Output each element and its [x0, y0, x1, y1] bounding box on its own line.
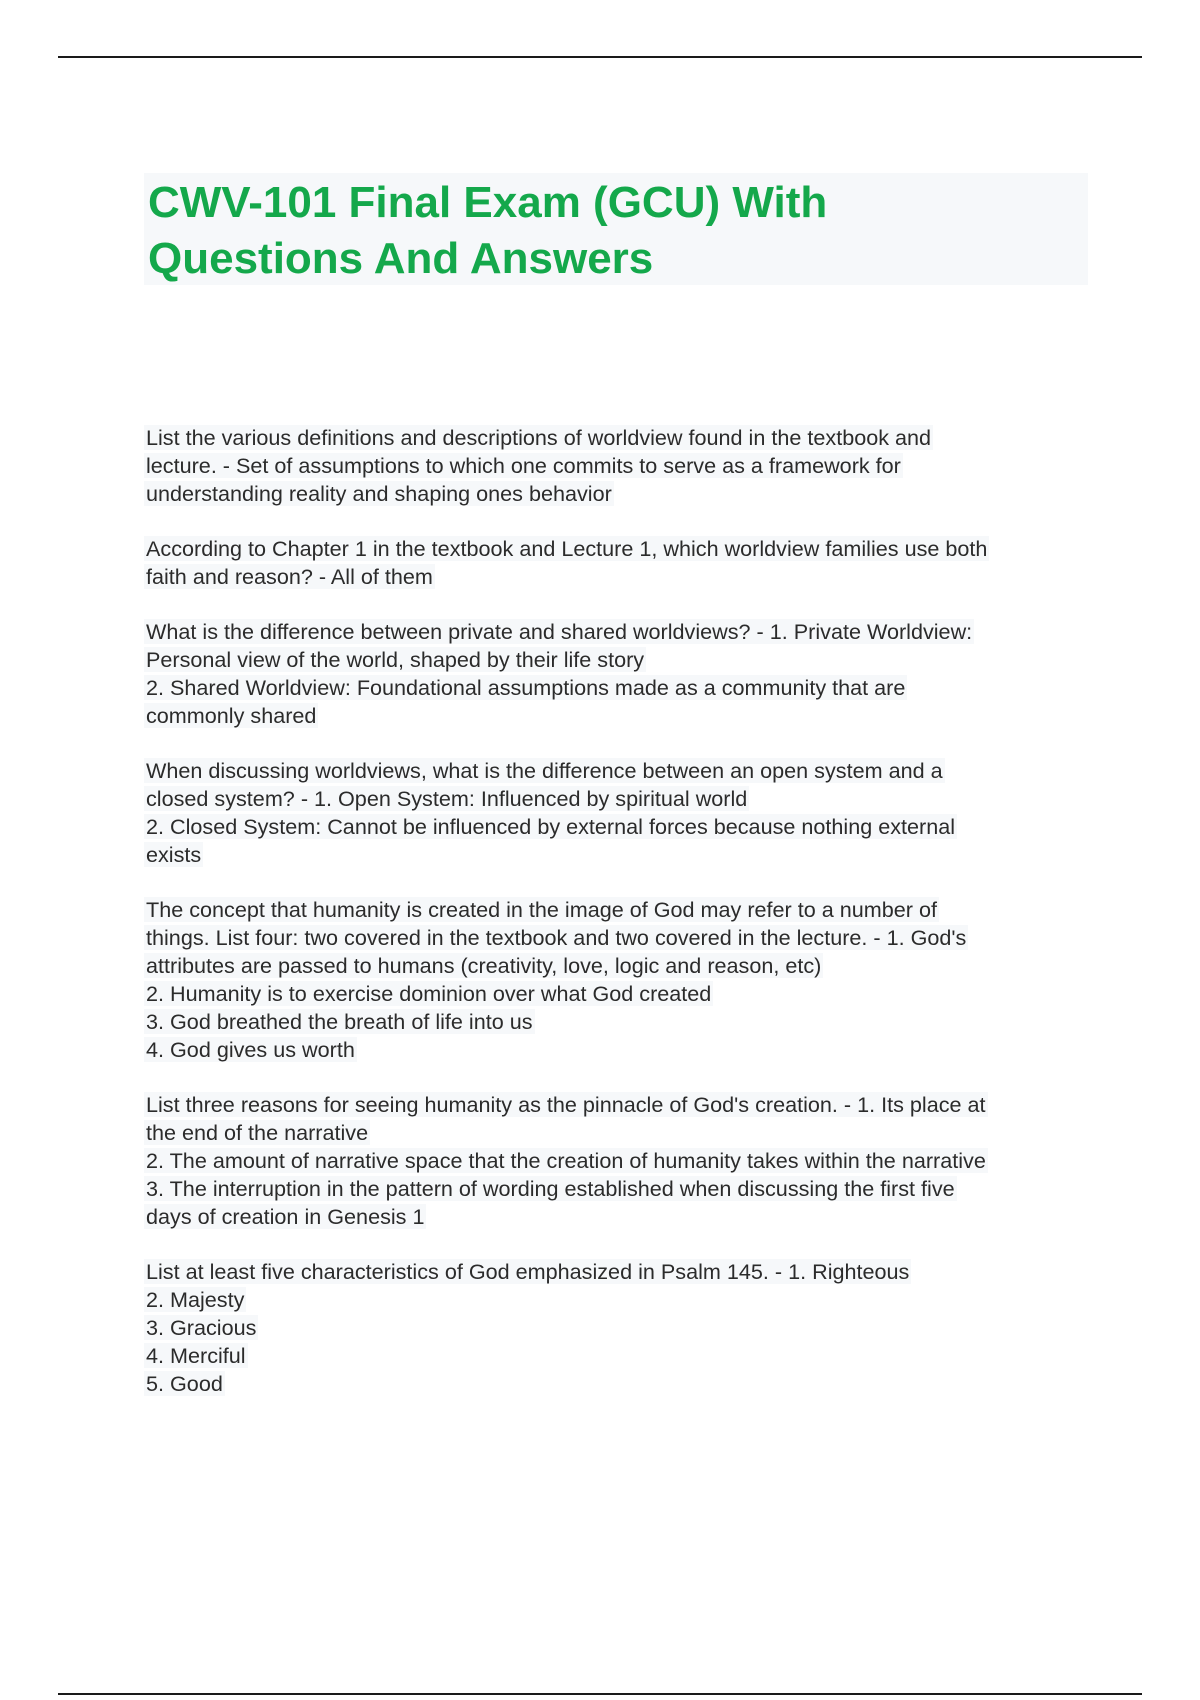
qa-line: the end of the narrative — [146, 1120, 369, 1145]
qa-block — [144, 1091, 1088, 1231]
qa-line: 5. Good — [146, 1371, 223, 1396]
qa-line: When discussing worldviews, what is the difference between an open system and a — [146, 758, 943, 783]
qa-line: commonly shared — [146, 703, 317, 728]
qa-line: 2. The amount of narrative space that the creation of humanity takes within the narrative — [146, 1148, 986, 1173]
qa-line: 4. Merciful — [146, 1343, 246, 1368]
qa-line: List three reasons for seeing humanity as the pinnacle of God's creation. - 1. Its place at — [146, 1092, 986, 1117]
qa-block — [144, 535, 1088, 591]
page-title — [148, 175, 1084, 287]
qa-line: lecture. - Set of assumptions to which one commits to serve as a framework for — [146, 453, 901, 478]
qa-line: attributes are passed to humans (creativity, love, logic and reason, etc) — [146, 953, 822, 978]
footer-rule — [58, 1693, 1142, 1695]
qa-line: 2. Majesty — [146, 1287, 245, 1312]
title-line: Questions And Answers — [148, 234, 654, 283]
qa-block — [144, 618, 1088, 730]
qa-line: What is the difference between private and shared worldviews? - 1. Private Worldview: — [146, 619, 973, 644]
qa-line: Personal view of the world, shaped by their life story — [146, 647, 645, 672]
qa-line: 3. Gracious — [146, 1315, 257, 1340]
qa-line: 3. God breathed the breath of life into us — [146, 1009, 533, 1034]
qa-block — [144, 757, 1088, 869]
qa-line: understanding reality and shaping ones behavior — [146, 481, 612, 506]
qa-line: 3. The interruption in the pattern of wording established when discussing the first five — [146, 1176, 955, 1201]
qa-block — [144, 424, 1088, 508]
qa-line: List at least five characteristics of God emphasized in Psalm 145. - 1. Righteous — [146, 1259, 910, 1284]
qa-line: 2. Humanity is to exercise dominion over what God created — [146, 981, 712, 1006]
qa-line: The concept that humanity is created in the image of God may refer to a number of — [146, 897, 937, 922]
qa-line: List the various definitions and descriptions of worldview found in the textbook and — [146, 425, 932, 450]
qa-line: According to Chapter 1 in the textbook and Lecture 1, which worldview families use both — [146, 536, 988, 561]
qa-line: 2. Shared Worldview: Foundational assumptions made as a community that are — [146, 675, 906, 700]
qa-block — [144, 896, 1088, 1064]
qa-block — [144, 1258, 1088, 1398]
qa-content — [144, 424, 1088, 1425]
qa-line: 4. God gives us worth — [146, 1037, 355, 1062]
qa-line: 2. Closed System: Cannot be influenced by external forces because nothing external — [146, 814, 956, 839]
qa-line: days of creation in Genesis 1 — [146, 1204, 425, 1229]
qa-line: exists — [146, 842, 202, 867]
qa-line: closed system? - 1. Open System: Influenced by spiritual world — [146, 786, 748, 811]
qa-line: faith and reason? - All of them — [146, 564, 433, 589]
header-rule — [58, 56, 1142, 58]
title-box — [144, 173, 1088, 285]
qa-line: things. List four: two covered in the textbook and two covered in the lecture. - 1. God's — [146, 925, 967, 950]
title-line: CWV-101 Final Exam (GCU) With — [148, 178, 828, 227]
